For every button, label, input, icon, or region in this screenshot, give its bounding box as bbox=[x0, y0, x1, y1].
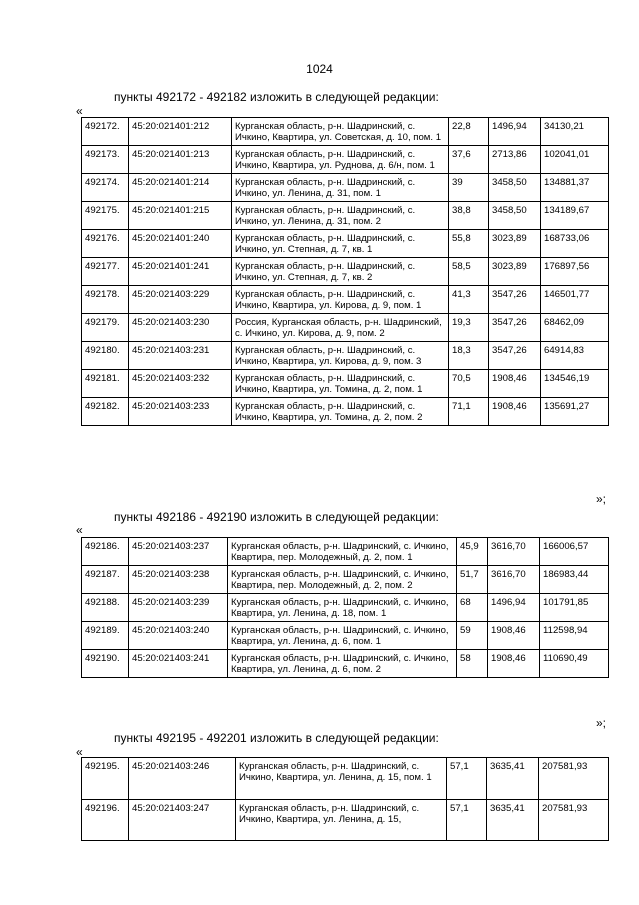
area-cell: 39 bbox=[449, 174, 489, 202]
table-row bbox=[82, 758, 609, 800]
address-cell: Курганская область, р-н. Шадринский, с. Ичкино, Квартира, ул. Томина, д. 2, пом. 1 bbox=[232, 370, 449, 398]
specific-value-cell: 1908,46 bbox=[489, 370, 541, 398]
table-row bbox=[82, 342, 609, 370]
section-1-close-quote: »; bbox=[596, 492, 607, 506]
specific-value-cell: 3635,41 bbox=[487, 758, 539, 800]
table-row bbox=[82, 146, 609, 174]
specific-value-cell: 1908,46 bbox=[488, 622, 540, 650]
table-row bbox=[82, 370, 609, 398]
section-2-table bbox=[81, 537, 609, 678]
table-row bbox=[82, 594, 609, 622]
table-row bbox=[82, 202, 609, 230]
address-cell: Курганская область, р-н. Шадринский, с. Ичкино, Квартира, ул. Советская, д. 10, пом. 1 bbox=[232, 118, 449, 146]
cadastral-number-cell: 45:20:021403:246 bbox=[129, 758, 236, 800]
cadastral-number-cell: 45:20:021401:212 bbox=[129, 118, 232, 146]
cadastral-number-cell: 45:20:021403:239 bbox=[129, 594, 228, 622]
row-number-cell: 492172. bbox=[82, 118, 129, 146]
section-3-table bbox=[81, 757, 609, 841]
area-cell: 55,8 bbox=[449, 230, 489, 258]
cadastral-value-cell: 101791,85 bbox=[540, 594, 609, 622]
address-cell: Курганская область, р-н. Шадринский, с. Ичкино, Квартира, ул. Ленина, д. 15, bbox=[236, 799, 447, 841]
cadastral-value-cell: 135691,27 bbox=[541, 398, 609, 426]
specific-value-cell: 3616,70 bbox=[488, 538, 540, 566]
cadastral-number-cell: 45:20:021401:241 bbox=[129, 258, 232, 286]
area-cell: 70,5 bbox=[449, 370, 489, 398]
cadastral-value-cell: 134546,19 bbox=[541, 370, 609, 398]
table-row bbox=[82, 538, 609, 566]
row-number-cell: 492173. bbox=[82, 146, 129, 174]
row-number-cell: 492182. bbox=[82, 398, 129, 426]
cadastral-value-cell: 176897,56 bbox=[541, 258, 609, 286]
row-number-cell: 492180. bbox=[82, 342, 129, 370]
cadastral-number-cell: 45:20:021403:233 bbox=[129, 398, 232, 426]
table-row bbox=[82, 118, 609, 146]
area-cell: 41,3 bbox=[449, 286, 489, 314]
cadastral-value-cell: 102041,01 bbox=[541, 146, 609, 174]
cadastral-number-cell: 45:20:021403:237 bbox=[129, 538, 228, 566]
section-2-intro: пункты 492186 - 492190 изложить в следующей редакции: bbox=[114, 510, 439, 524]
row-number-cell: 492190. bbox=[82, 650, 129, 678]
section-1-open-quote: « bbox=[76, 104, 83, 118]
address-cell: Курганская область, р-н. Шадринский, с. Ичкино, ул. Ленина, д. 31, пом. 2 bbox=[232, 202, 449, 230]
row-number-cell: 492181. bbox=[82, 370, 129, 398]
area-cell: 58,5 bbox=[449, 258, 489, 286]
area-cell: 18,3 bbox=[449, 342, 489, 370]
section-3-intro: пункты 492195 - 492201 изложить в следующей редакции: bbox=[114, 731, 439, 745]
specific-value-cell: 1908,46 bbox=[489, 398, 541, 426]
row-number-cell: 492196. bbox=[82, 799, 129, 841]
cadastral-value-cell: 68462,09 bbox=[541, 314, 609, 342]
cadastral-number-cell: 45:20:021403:230 bbox=[129, 314, 232, 342]
cadastral-value-cell: 134881,37 bbox=[541, 174, 609, 202]
row-number-cell: 492175. bbox=[82, 202, 129, 230]
address-cell: Россия, Курганская область, р-н. Шадринский, с. Ичкино, ул. Кирова, д. 9, пом. 2 bbox=[232, 314, 449, 342]
cadastral-number-cell: 45:20:021403:238 bbox=[129, 566, 228, 594]
row-number-cell: 492189. bbox=[82, 622, 129, 650]
section-2-open-quote: « bbox=[76, 523, 83, 537]
address-cell: Курганская область, р-н. Шадринский, с. Ичкино, Квартира, пер. Молодежный, д. 2, пом. 1 bbox=[228, 538, 457, 566]
cadastral-number-cell: 45:20:021401:213 bbox=[129, 146, 232, 174]
table-row bbox=[82, 286, 609, 314]
address-cell: Курганская область, р-н. Шадринский, с. Ичкино, Квартира, ул. Ленина, д. 6, пом. 2 bbox=[228, 650, 457, 678]
cadastral-value-cell: 34130,21 bbox=[541, 118, 609, 146]
cadastral-number-cell: 45:20:021403:231 bbox=[129, 342, 232, 370]
cadastral-number-cell: 45:20:021403:232 bbox=[129, 370, 232, 398]
address-cell: Курганская область, р-н. Шадринский, с. Ичкино, Квартира, ул. Ленина, д. 18, пом. 1 bbox=[228, 594, 457, 622]
row-number-cell: 492178. bbox=[82, 286, 129, 314]
specific-value-cell: 3547,26 bbox=[489, 314, 541, 342]
address-cell: Курганская область, р-н. Шадринский, с. Ичкино, Квартира, ул. Руднова, д. 6/н, пом. 1 bbox=[232, 146, 449, 174]
row-number-cell: 492177. bbox=[82, 258, 129, 286]
specific-value-cell: 3616,70 bbox=[488, 566, 540, 594]
cadastral-value-cell: 207581,93 bbox=[539, 799, 609, 841]
specific-value-cell: 2713,86 bbox=[489, 146, 541, 174]
specific-value-cell: 3635,41 bbox=[487, 799, 539, 841]
table-row bbox=[82, 398, 609, 426]
row-number-cell: 492179. bbox=[82, 314, 129, 342]
cadastral-number-cell: 45:20:021401:240 bbox=[129, 230, 232, 258]
section-1-table bbox=[81, 117, 609, 426]
specific-value-cell: 3023,89 bbox=[489, 258, 541, 286]
cadastral-value-cell: 110690,49 bbox=[540, 650, 609, 678]
cadastral-value-cell: 207581,93 bbox=[539, 758, 609, 800]
address-cell: Курганская область, р-н. Шадринский, с. Ичкино, Квартира, пер. Молодежный, д. 2, пом. 2 bbox=[228, 566, 457, 594]
address-cell: Курганская область, р-н. Шадринский, с. Ичкино, Квартира, ул. Ленина, д. 6, пом. 1 bbox=[228, 622, 457, 650]
row-number-cell: 492186. bbox=[82, 538, 129, 566]
area-cell: 71,1 bbox=[449, 398, 489, 426]
table-row bbox=[82, 258, 609, 286]
table-row bbox=[82, 230, 609, 258]
row-number-cell: 492188. bbox=[82, 594, 129, 622]
table-row bbox=[82, 650, 609, 678]
specific-value-cell: 3458,50 bbox=[489, 174, 541, 202]
specific-value-cell: 3547,26 bbox=[489, 342, 541, 370]
area-cell: 19,3 bbox=[449, 314, 489, 342]
address-cell: Курганская область, р-н. Шадринский, с. Ичкино, Квартира, ул. Кирова, д. 9, пом. 3 bbox=[232, 342, 449, 370]
cadastral-value-cell: 146501,77 bbox=[541, 286, 609, 314]
area-cell: 37,6 bbox=[449, 146, 489, 174]
specific-value-cell: 1496,94 bbox=[488, 594, 540, 622]
section-2-close-quote: »; bbox=[596, 716, 607, 730]
address-cell: Курганская область, р-н. Шадринский, с. Ичкино, ул. Степная, д. 7, кв. 2 bbox=[232, 258, 449, 286]
cadastral-number-cell: 45:20:021403:240 bbox=[129, 622, 228, 650]
address-cell: Курганская область, р-н. Шадринский, с. Ичкино, Квартира, ул. Ленина, д. 15, пом. 1 bbox=[236, 758, 447, 800]
specific-value-cell: 3023,89 bbox=[489, 230, 541, 258]
section-3-open-quote: « bbox=[76, 745, 83, 759]
table-row bbox=[82, 566, 609, 594]
table-row bbox=[82, 622, 609, 650]
row-number-cell: 492174. bbox=[82, 174, 129, 202]
cadastral-value-cell: 186983,44 bbox=[540, 566, 609, 594]
specific-value-cell: 1496,94 bbox=[489, 118, 541, 146]
cadastral-value-cell: 134189,67 bbox=[541, 202, 609, 230]
cadastral-value-cell: 166006,57 bbox=[540, 538, 609, 566]
cadastral-number-cell: 45:20:021401:215 bbox=[129, 202, 232, 230]
page-number: 1024 bbox=[306, 62, 333, 76]
cadastral-value-cell: 168733,06 bbox=[541, 230, 609, 258]
table-row bbox=[82, 314, 609, 342]
address-cell: Курганская область, р-н. Шадринский, с. Ичкино, Квартира, ул. Кирова, д. 9, пом. 1 bbox=[232, 286, 449, 314]
row-number-cell: 492195. bbox=[82, 758, 129, 800]
specific-value-cell: 1908,46 bbox=[488, 650, 540, 678]
area-cell: 68 bbox=[457, 594, 488, 622]
area-cell: 58 bbox=[457, 650, 488, 678]
area-cell: 59 bbox=[457, 622, 488, 650]
table-row bbox=[82, 799, 609, 841]
row-number-cell: 492176. bbox=[82, 230, 129, 258]
row-number-cell: 492187. bbox=[82, 566, 129, 594]
address-cell: Курганская область, р-н. Шадринский, с. Ичкино, Квартира, ул. Томина, д. 2, пом. 2 bbox=[232, 398, 449, 426]
cadastral-value-cell: 112598,94 bbox=[540, 622, 609, 650]
area-cell: 45,9 bbox=[457, 538, 488, 566]
cadastral-value-cell: 64914,83 bbox=[541, 342, 609, 370]
address-cell: Курганская область, р-н. Шадринский, с. Ичкино, ул. Ленина, д. 31, пом. 1 bbox=[232, 174, 449, 202]
area-cell: 57,1 bbox=[447, 758, 487, 800]
specific-value-cell: 3547,26 bbox=[489, 286, 541, 314]
section-3-table-wrapper bbox=[0, 757, 639, 841]
cadastral-number-cell: 45:20:021403:247 bbox=[129, 799, 236, 841]
table-row bbox=[82, 174, 609, 202]
specific-value-cell: 3458,50 bbox=[489, 202, 541, 230]
cadastral-number-cell: 45:20:021401:214 bbox=[129, 174, 232, 202]
area-cell: 51,7 bbox=[457, 566, 488, 594]
area-cell: 57,1 bbox=[447, 799, 487, 841]
address-cell: Курганская область, р-н. Шадринский, с. Ичкино, ул. Степная, д. 7, кв. 1 bbox=[232, 230, 449, 258]
area-cell: 22,8 bbox=[449, 118, 489, 146]
cadastral-number-cell: 45:20:021403:241 bbox=[129, 650, 228, 678]
area-cell: 38,8 bbox=[449, 202, 489, 230]
section-1-intro: пункты 492172 - 492182 изложить в следующей редакции: bbox=[114, 90, 439, 104]
cadastral-number-cell: 45:20:021403:229 bbox=[129, 286, 232, 314]
